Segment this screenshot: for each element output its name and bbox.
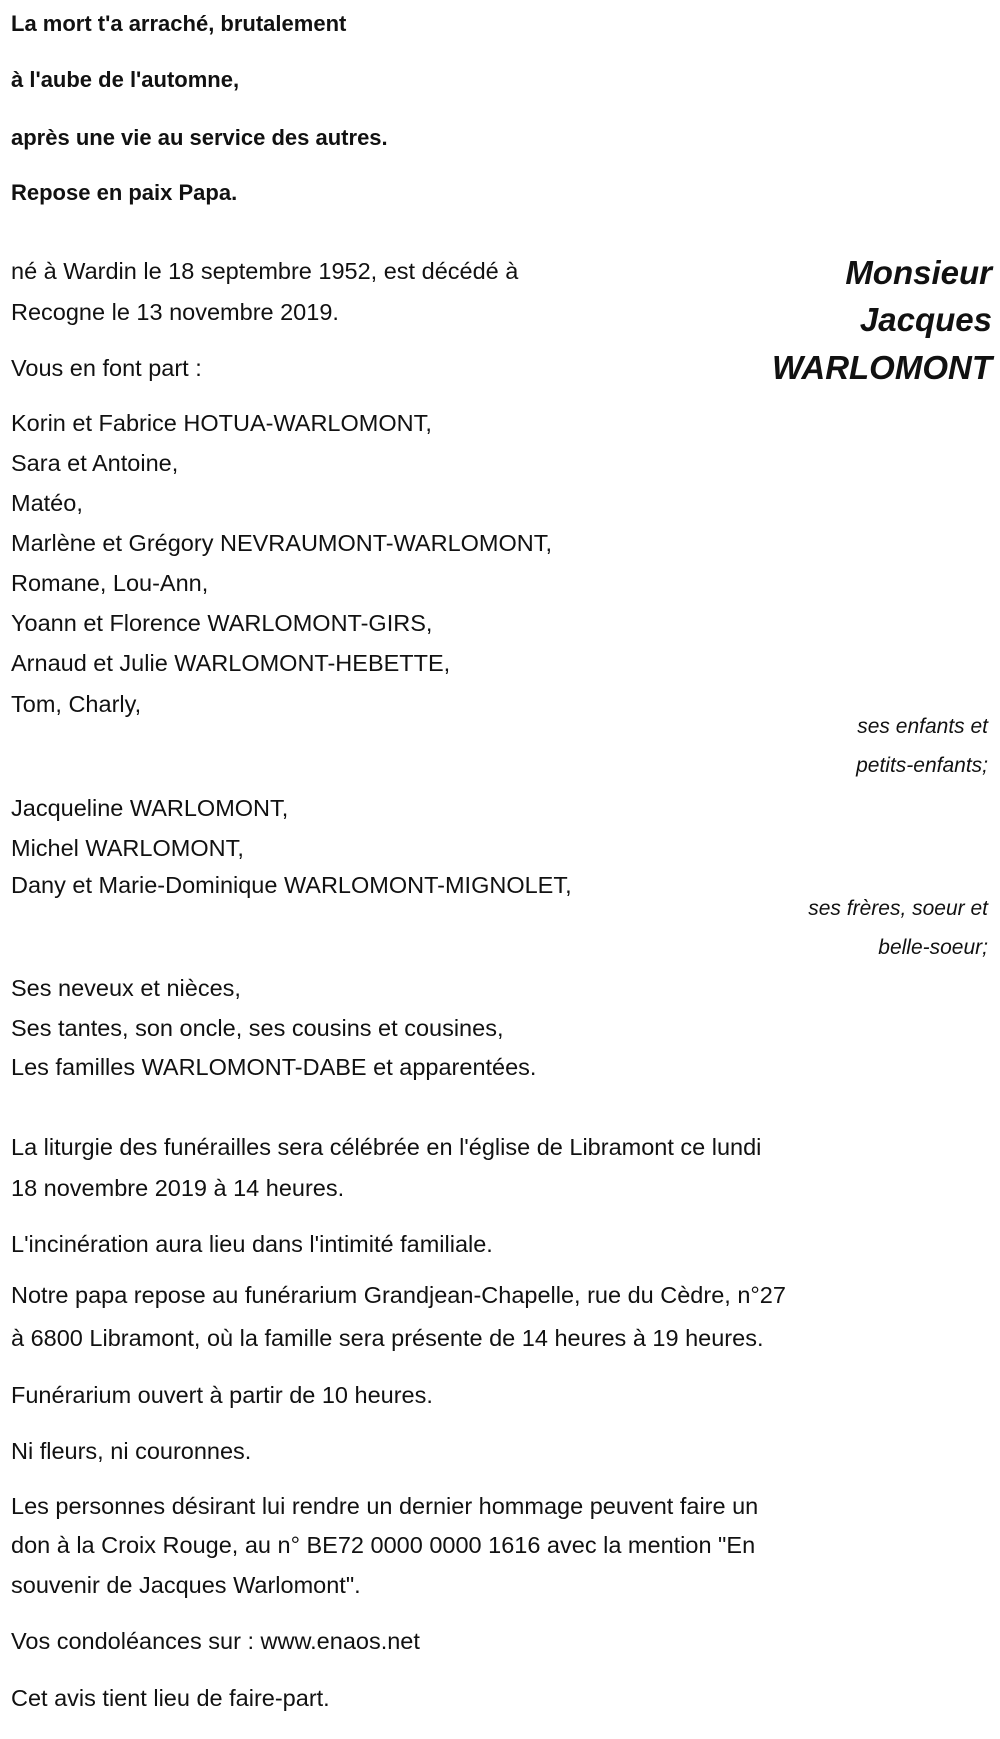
condolences-link[interactable]: www.enaos.net (260, 1628, 420, 1654)
condolences (11, 1621, 420, 1661)
relation-label: belle-soeur; (878, 936, 988, 959)
birth-death-line: Recogne le 13 novembre 2019. (11, 299, 339, 325)
verse-line: Repose en paix Papa. (11, 180, 238, 205)
family-line: Romane, Lou-Ann, (11, 570, 209, 596)
family-line: Sara et Antoine, (11, 450, 179, 476)
family-line: Matéo, (11, 490, 83, 516)
family-line: Michel WARLOMONT, (11, 835, 244, 861)
footer-note: Cet avis tient lieu de faire-part. (11, 1685, 330, 1711)
title: Monsieur (845, 254, 992, 291)
family-line: Jacqueline WARLOMONT, (11, 795, 289, 821)
donation-line: don à la Croix Rouge, au n° BE72 0000 0000 1616 avec la mention "En (11, 1532, 756, 1558)
relation-label: ses enfants et (857, 715, 988, 738)
announce: Vous en font part : (11, 355, 202, 381)
family-line: Korin et Fabrice HOTUA-WARLOMONT, (11, 410, 432, 436)
liturgy-line: 18 novembre 2019 à 14 heures. (11, 1175, 345, 1201)
verse-line: La mort t'a arraché, brutalement (11, 11, 347, 36)
family-line: Tom, Charly, (11, 691, 142, 717)
opening-hours: Funérarium ouvert à partir de 10 heures. (11, 1382, 433, 1408)
first-name: Jacques (859, 301, 992, 338)
family-line: Dany et Marie-Dominique WARLOMONT-MIGNOLET, (11, 872, 572, 898)
donation-line: souvenir de Jacques Warlomont". (11, 1572, 361, 1598)
verse-line: après une vie au service des autres. (11, 125, 388, 150)
incineration: L'incinération aura lieu dans l'intimité familiale. (11, 1231, 493, 1257)
family-line: Marlène et Grégory NEVRAUMONT-WARLOMONT, (11, 530, 553, 556)
family-line: Ses neveux et nièces, (11, 975, 241, 1001)
condolences-label: Vos condoléances sur : (11, 1628, 254, 1654)
birth-death-line: né à Wardin le 18 septembre 1952, est décédé à (11, 258, 519, 284)
funerarium-line: à 6800 Libramont, où la famille sera présente de 14 heures à 19 heures. (11, 1325, 764, 1351)
family-line: Yoann et Florence WARLOMONT-GIRS, (11, 610, 433, 636)
family-line: Les familles WARLOMONT-DABE et apparentées. (11, 1054, 537, 1080)
funerarium-line: Notre papa repose au funérarium Grandjean-Chapelle, rue du Cèdre, n°27 (11, 1282, 786, 1308)
relation-label: petits-enfants; (856, 754, 988, 777)
last-name: WARLOMONT (772, 349, 992, 386)
liturgy-line: La liturgie des funérailles sera célébrée en l'église de Libramont ce lundi (11, 1134, 762, 1160)
family-line: Arnaud et Julie WARLOMONT-HEBETTE, (11, 650, 451, 676)
flowers-note: Ni fleurs, ni couronnes. (11, 1438, 252, 1464)
relation-label: ses frères, soeur et (808, 897, 988, 920)
donation-line: Les personnes désirant lui rendre un dernier hommage peuvent faire un (11, 1493, 759, 1519)
family-line: Ses tantes, son oncle, ses cousins et cousines, (11, 1015, 504, 1041)
verse-line: à l'aube de l'automne, (11, 67, 240, 92)
